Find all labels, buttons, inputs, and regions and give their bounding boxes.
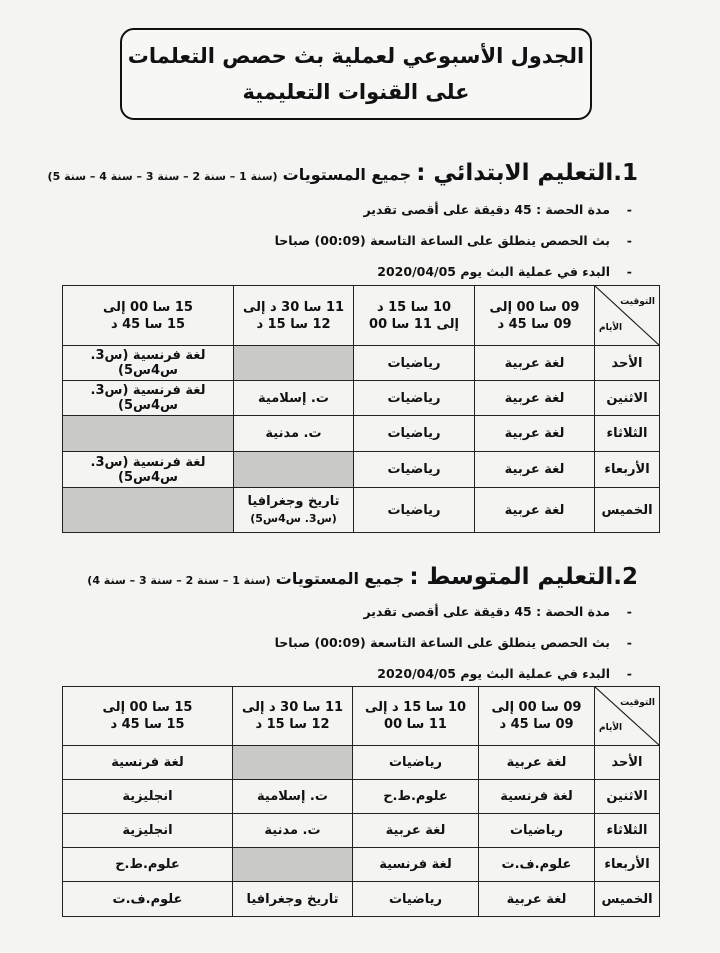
table-row <box>63 882 660 917</box>
cell-sub: (س3. س4س5) <box>250 512 337 525</box>
levels-list: (سنة 1 – سنة 2 – سنة 3 – سنة 4) <box>87 574 271 587</box>
schedule-cell: علوم.ط.ح <box>353 780 479 814</box>
day-cell: الثلاثاء <box>595 814 660 848</box>
day-cell: الأحد <box>595 346 660 381</box>
section-title: 1.التعليم الابتدائي : <box>416 160 638 186</box>
schedule-cell: لغة عربية <box>479 882 595 917</box>
schedule-cell: رياضيات <box>479 814 595 848</box>
corner-cell <box>595 286 660 346</box>
schedule-cell: رياضيات <box>353 882 479 917</box>
note-start-date: - البدء في عملية البث يوم 2020/04/05 <box>112 256 632 287</box>
table-row <box>63 780 660 814</box>
schedule-cell: لغة عربية <box>353 814 479 848</box>
schedule-cell: لغة فرنسية (س3. س4س5) <box>63 381 234 416</box>
schedule-cell: لغة فرنسية (س3. س4س5) <box>63 452 234 488</box>
schedule-cell: لغة عربية <box>475 452 595 488</box>
day-cell: الثلاثاء <box>595 416 660 452</box>
corner-days-label: الأيام <box>599 723 623 733</box>
schedule-cell: رياضيات <box>354 488 475 533</box>
schedule-cell: ت. إسلامية <box>234 381 354 416</box>
empty-cell <box>63 488 234 533</box>
note-start-date: - البدء في عملية البث يوم 2020/04/05 <box>112 658 632 689</box>
levels-list: (سنة 1 – سنة 2 – سنة 3 – سنة 4 – سنة 5) <box>47 170 278 183</box>
levels-label: جميع المستويات <box>282 165 412 184</box>
slot-header: 15 سا 00 إلى 15 سا 45 د <box>63 687 233 746</box>
slot-header: 11 سا 30 د إلى 12 سا 15 د <box>234 286 354 346</box>
primary-schedule-table <box>62 285 660 533</box>
schedule-cell: انجليزية <box>63 814 233 848</box>
day-cell: الاثنين <box>595 381 660 416</box>
table-row <box>63 488 660 533</box>
corner-days-label: الأيام <box>599 323 623 333</box>
schedule-cell: ت. إسلامية <box>233 780 353 814</box>
section-heading-middle <box>78 564 638 590</box>
cell-main: تاريخ وجغرافيا <box>247 494 340 509</box>
title-line-1: الجدول الأسبوعي لعملية بث حصص التعلمات <box>127 44 585 68</box>
schedule-cell: ت. مدنية <box>234 416 354 452</box>
slot-header: 09 سا 00 إلى 09 سا 45 د <box>479 687 595 746</box>
section-title: 2.التعليم المتوسط : <box>409 564 638 590</box>
table-header-row <box>63 286 660 346</box>
middle-notes <box>112 596 632 689</box>
day-cell: الأربعاء <box>595 452 660 488</box>
slot-header: 11 سا 30 د إلى 12 سا 15 د <box>233 687 353 746</box>
schedule-cell: لغة فرنسية <box>353 848 479 882</box>
day-cell: الخميس <box>595 882 660 917</box>
middle-schedule-table <box>62 686 660 917</box>
note-duration: - مدة الحصة : 45 دقيقة على أقصى تقدير <box>112 596 632 627</box>
note-duration: - مدة الحصة : 45 دقيقة على أقصى تقدير <box>112 194 632 225</box>
levels-label: جميع المستويات <box>275 569 405 588</box>
schedule-cell: لغة فرنسية <box>63 746 233 780</box>
note-start-time: - بث الحصص ينطلق على الساعة التاسعة (00:09) صباحا <box>112 627 632 658</box>
schedule-cell: رياضيات <box>353 746 479 780</box>
table-row <box>63 452 660 488</box>
schedule-cell: انجليزية <box>63 780 233 814</box>
note-start-time: - بث الحصص ينطلق على الساعة التاسعة (00:09) صباحا <box>112 225 632 256</box>
corner-time-label: التوقيت <box>620 698 655 708</box>
table-row <box>63 381 660 416</box>
schedule-cell: لغة عربية <box>475 381 595 416</box>
schedule-cell: تاريخ وجغرافيا <box>233 882 353 917</box>
empty-cell <box>233 746 353 780</box>
schedule-cell: لغة فرنسية <box>479 780 595 814</box>
table-header-row <box>63 687 660 746</box>
slot-header: 09 سا 00 إلى 09 سا 45 د <box>475 286 595 346</box>
schedule-cell: لغة فرنسية (س3. س4س5) <box>63 346 234 381</box>
day-cell: الاثنين <box>595 780 660 814</box>
table-row <box>63 346 660 381</box>
schedule-cell: علوم.ف.ت <box>63 882 233 917</box>
schedule-cell: رياضيات <box>354 452 475 488</box>
title-box <box>120 28 592 120</box>
schedule-cell <box>234 488 354 533</box>
slot-header: 10 سا 15 د إلى 11 سا 00 <box>354 286 475 346</box>
day-cell: الأحد <box>595 746 660 780</box>
schedule-cell: لغة عربية <box>479 746 595 780</box>
primary-notes <box>112 194 632 287</box>
schedule-cell: لغة عربية <box>475 488 595 533</box>
corner-time-label: التوقيت <box>620 297 655 307</box>
schedule-cell: علوم.ط.ح <box>63 848 233 882</box>
schedule-cell: رياضيات <box>354 416 475 452</box>
schedule-cell: رياضيات <box>354 346 475 381</box>
empty-cell <box>63 416 234 452</box>
day-cell: الخميس <box>595 488 660 533</box>
schedule-cell: لغة عربية <box>475 346 595 381</box>
title-line-2: على القنوات التعليمية <box>242 80 470 104</box>
day-cell: الأربعاء <box>595 848 660 882</box>
table-row <box>63 814 660 848</box>
section-heading-primary <box>47 160 638 186</box>
table-row <box>63 746 660 780</box>
corner-cell <box>595 687 660 746</box>
empty-cell <box>233 848 353 882</box>
table-row <box>63 848 660 882</box>
slot-header: 10 سا 15 د إلى 11 سا 00 <box>353 687 479 746</box>
schedule-cell: رياضيات <box>354 381 475 416</box>
schedule-cell: ت. مدنية <box>233 814 353 848</box>
empty-cell <box>234 452 354 488</box>
slot-header: 15 سا 00 إلى 15 سا 45 د <box>63 286 234 346</box>
empty-cell <box>234 346 354 381</box>
schedule-cell: علوم.ف.ت <box>479 848 595 882</box>
schedule-cell: لغة عربية <box>475 416 595 452</box>
table-row <box>63 416 660 452</box>
